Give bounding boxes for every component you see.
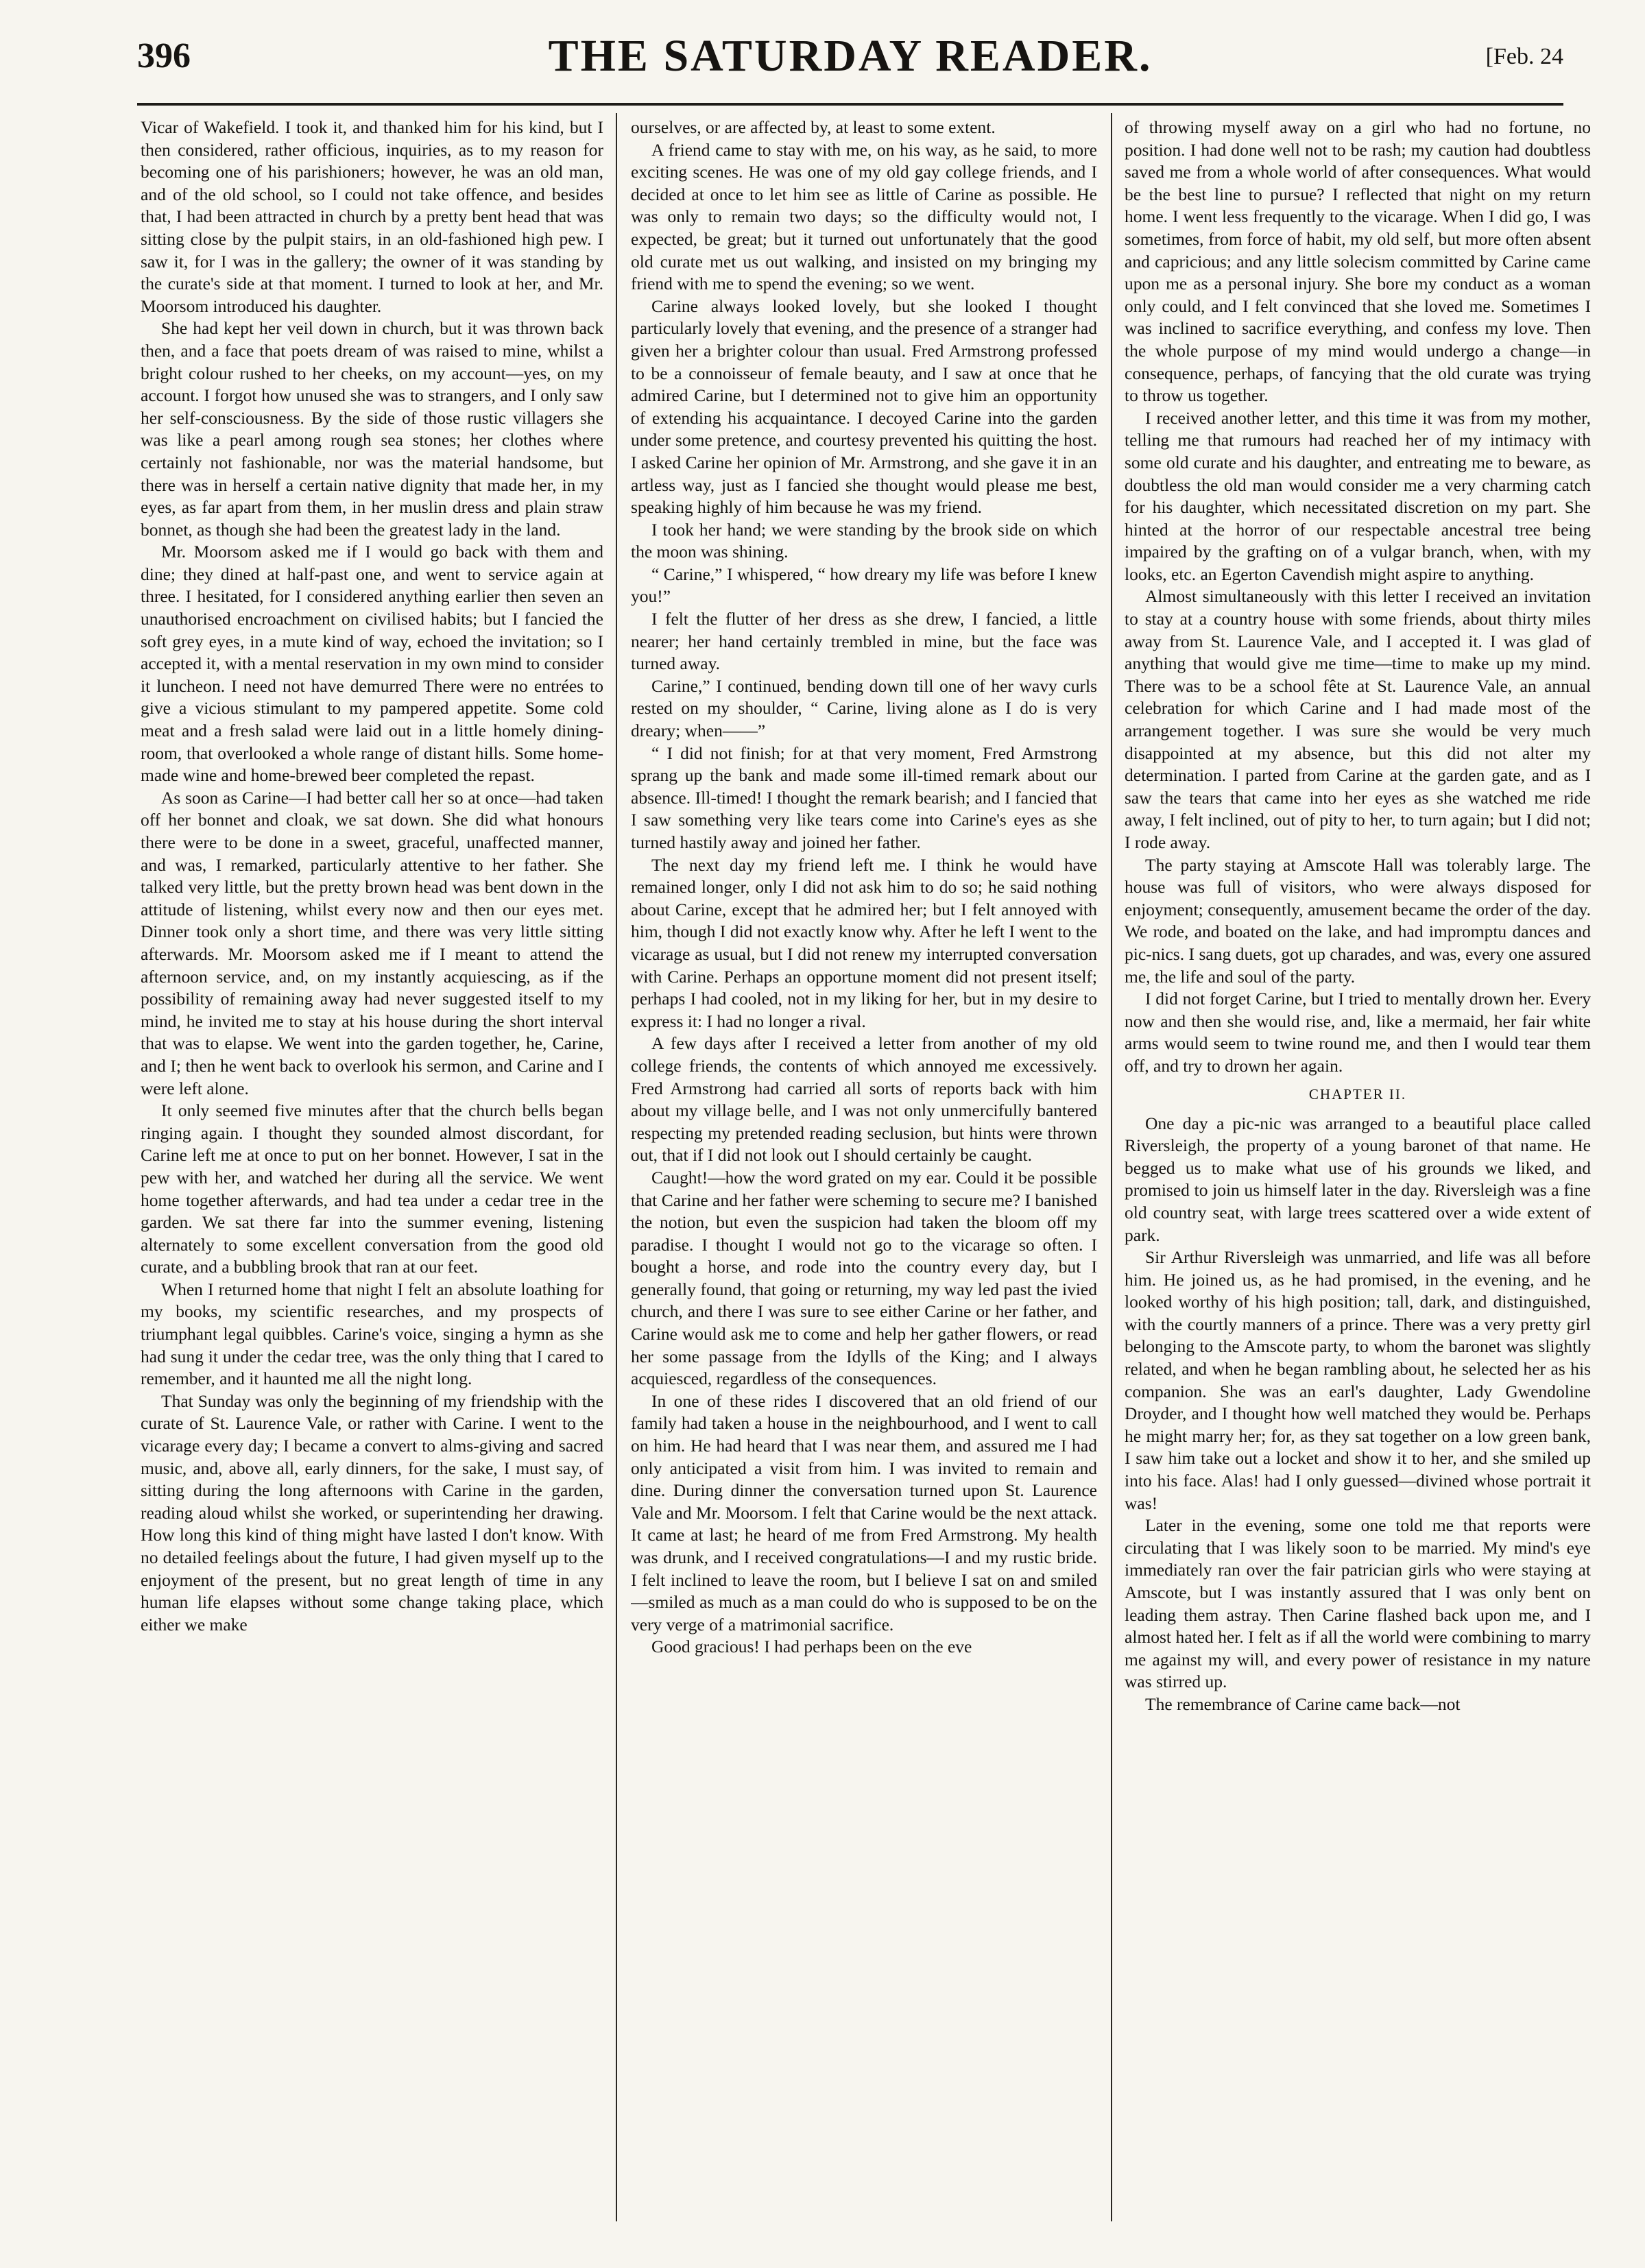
paragraph: A friend came to stay with me, on his way, as he said, to more exciting scenes. He was one of my old gay college friends, and I decided at once to let him see as little of Carine as possible. He was only to remain two days; so the difficulty would not, I expected, be great; but it turned out unfortunately that the good old curate met us out walking, and insisted on my bringing my friend with me to spend the evening; so we went. (631, 139, 1097, 294)
paragraph: Vicar of Wakefield. I took it, and thanked him for his kind, but I then considered, rather officious, inquiries, as to my reason for becoming one of his parishioners; however, he was an old man, and of the old school, so I could not take offence, and besides that, I had been attracted in church by a pretty bent head that was sitting close by the pulpit stairs, in an old-fashioned high pew. I saw it, for I was in the gallery; the owner of it was standing by the curate's side at that moment. I turned to look at her, and Mr. Moorsom introduced his daughter. (141, 117, 603, 316)
paragraph: A few days after I received a letter from another of my old college friends, the contents of which annoyed me excessively. Fred Armstrong had carried all sorts of reports back with him about my village belle, and I was not only unmercifully bantered respecting my pretended reading seclusion, but hints were thrown out, that if I did not look out I should certainly be caught. (631, 1033, 1097, 1166)
paragraph: Caught!—how the word grated on my ear. Could it be possible that Carine and her father were scheming to secure me? I banished the notion, but even the suspicion had taken the bloom off my paradise. I thought I would not go to the vicarage so often. I bought a horse, and rode into the country every day, but I generally found, that going or returning, my way led past the ivied church, and there I was sure to see either Carine or her father, and Carine would ask me to come and help her gather flowers, or read her some passage from the Idylls of the King; and I always acquiesced, regardless of the consequences. (631, 1167, 1097, 1389)
paragraph: In one of these rides I discovered that an old friend of our family had taken a house in the neighbourhood, and I went to call on him. He had heard that I was near them, and assured me I had only anticipated a visit from him. I was invited to remain and dine. During dinner the conversation turned upon St. Laurence Vale and Mr. Moorsom. I felt that Carine would be the next attack. It came at last; he heard of me from Fred Armstrong. My health was drunk, and I received congratulations—I and my rustic bride. I felt inclined to leave the room, but I believe I sat on and smiled—smiled as much as a man could do who is supposed to be on the very verge of a matrimonial sacrifice. (631, 1390, 1097, 1634)
column-2 (631, 117, 1097, 2208)
paragraph: I took her hand; we were standing by the brook side on which the moon was shining. (631, 519, 1097, 562)
paragraph: “ Carine,” I whispered, “ how dreary my life was before I knew you!” (631, 564, 1097, 607)
issue-date: [Feb. 24 (1485, 44, 1563, 69)
paragraph: She had kept her veil down in church, but it was thrown back then, and a face that poets dream of was raised to mine, whilst a bright colour rushed to her cheeks, on my account—yes, on my account. I forgot how unused she was to strangers, and I only saw her self-consciousness. By the side of those rustic villagers she was like a pearl among rough sea stones; her clothes where certainly not fashionable, nor was the material handsome, but there was in herself a certain native dignity that made her, in my eyes, as far apart from them, in her muslin dress and plain straw bonnet, as though she had been the greatest lady in the land. (141, 318, 603, 540)
paragraph: of throwing myself away on a girl who had no fortune, no position. I had done well not to be rash; my caution had doubtless saved me from a whole world of after consequences. What would be the best line to pursue? I reflected that night on my return home. I went less frequently to the vicarage. When I did go, I was sometimes, from force of habit, my old self, but more often absent and capricious; and any little solecism committed by Carine came upon me as a personal injury. She bore my conduct as a woman only could, and I felt convinced that she loved me. Sometimes I was inclined to sacrifice everything, and confess my love. Then the whole purpose of my mind would undergo a change—in consequence, perhaps, of fancying that the old curate was trying to throw us together. (1125, 117, 1591, 406)
paragraph: The remembrance of Carine came back—not (1145, 1693, 1461, 1714)
paragraph: I did not forget Carine, but I tried to mentally drown her. Every now and then she would rise, and, like a mermaid, her fair white arms would seem to twine round me, and then I would tear them off, and try to drown her again. (1125, 989, 1591, 1076)
paragraph: It only seemed five minutes after that the church bells began ringing again. I thought they sounded almost discordant, for Carine left me at once to put on her bonnet. However, I sat in the pew with her, and watched her during all the service. We went home together afterwards, and had tea under a cedar tree in the garden. We sat there far into the summer evening, listening alternately to some excellent conversation from the good old curate, and a bubbling brook that ran at our feet. (141, 1100, 603, 1277)
column-3 (1125, 117, 1591, 2208)
paragraph: Good gracious! I had perhaps been on the eve (651, 1637, 972, 1657)
chapter-heading: CHAPTER II. (1308, 1085, 1407, 1102)
paragraph: The next day my friend left me. I think he would have remained longer, only I did not ask him to do so; he said nothing about Carine, except that he admired her; but I felt annoyed with him, though I did not exactly know why. After he left I went to the vicarage as usual, but I did not renew my interrupted conversation with Carine. Perhaps an opportune moment did not present itself; perhaps I had cooled, not in my liking for her, but in my desire to express it: I had no longer a rival. (631, 854, 1097, 1031)
page-header (137, 27, 1563, 110)
column-1 (141, 117, 603, 2208)
paragraph: I felt the flutter of her dress as she drew, I fancied, a little nearer; her hand certainly trembled in mine, but the face was turned away. (631, 609, 1097, 674)
column-divider (1111, 113, 1112, 2221)
paragraph: As soon as Carine—I had better call her so at once—had taken off her bonnet and cloak, we sat down. She did what honours there were to be done in a sweet, graceful, unaffected manner, and was, I remarked, particularly attentive to her father. She talked very little, but the pretty brown head was bent down in the attitude of listening, whilst every now and then our eyes met. Dinner took only a short time, and there was very little sitting afterwards. Mr. Moorsom asked me if I meant to attend the afternoon service, and, on my instantly acquiescing, as if the possibility of remaining away had never suggested itself to my mind, he invited me to stay at his house during the short interval that was to elapse. We went into the garden together, he, Carine, and I; then he went back to overlook his sermon, and Carine and I were left alone. (141, 787, 603, 1098)
paragraph: “ I did not finish; for at that very moment, Fred Armstrong sprang up the bank and made some ill-timed remark about our absence. Ill-timed! I thought the remark bearish; and I fancied that I saw something very like tears come into Carine's eyes as she turned hastily away and joined her father. (631, 743, 1097, 852)
header-rule (137, 103, 1563, 106)
publication-title: THE SATURDAY READER. (548, 31, 1153, 81)
page-number: 396 (137, 36, 191, 75)
paragraph: Carine always looked lovely, but she looked I thought particularly lovely that evening, and the presence of a stranger had given her a brighter colour than usual. Fred Armstrong professed to be a connoisseur of female beauty, and I saw at once that he admired Carine, but I determined not to give him an opportunity of extending his acquaintance. I decoyed Carine into the garden under some pretence, and courtesy prevented his quitting the host. I asked Carine her opinion of Mr. Armstrong, and she gave it in an artless way, just as I fancied she thought would please me best, speaking highly of him because he was my friend. (631, 295, 1097, 518)
paragraph: Sir Arthur Riversleigh was unmarried, and life was all before him. He joined us, as he had promised, in the evening, and he looked worthy of his high position; tall, dark, and distinguished, with the courtly manners of a prince. There was a very pretty girl belonging to the Amscote party, to whom the baronet was slightly related, and when he began rambling about, he selected her as his companion. She was an earl's daughter, Lady Gwendoline Droyder, and I thought how well matched they would be. Perhaps he might marry her; for, as they sat together on a low green bank, I saw him take out a locket and show it to her, and she smiled up into his face. Alas! had I only guessed—divined whose portrait it was! (1125, 1247, 1591, 1513)
paragraph: Later in the evening, some one told me that reports were circulating that I was likely soon to be married. My mind's eye immediately ran over the fair patrician girls who were staying at Amscote, but I was instantly assured that I was only bent on leading them astray. Then Carine flashed back upon me, and I almost hated her. I felt as if all the world were combining to marry me against my will, and every power of resistance in my nature was stirred up. (1125, 1515, 1591, 1692)
paragraph: Carine,” I continued, bending down till one of her wavy curls rested on my shoulder, “ Carine, living alone as I do is very dreary; when——” (631, 675, 1097, 741)
paragraph: I received another letter, and this time it was from my mother, telling me that rumours had reached her of my intimacy with some old curate and his daughter, and entreating me to beware, as doubtless the old man would consider me a very charming catch for his daughter, which necessitated discretion on my part. She hinted at the horror of our respectable ancestral tree being impaired by the grafting on of a vulgar branch, when, with my looks, etc. an Egerton Cavendish might aspire to anything. (1125, 407, 1591, 584)
paragraph: Almost simultaneously with this letter I received an invitation to stay at a country house with some friends, about thirty miles away from St. Laurence Vale, and I accepted it. I was glad of anything that would give me time—time to make up my mind. There was to be a school fête at St. Laurence Vale, an annual celebration for which Carine and I had made most of the arrangement together. I was sure she would be very much disappointed at my absence, but this did not alter my determination. I parted from Carine at the garden gate, and as I saw the tears that came into her eyes as she watched me ride away, I felt inclined, out of pity to her, to turn again; but I did not; I rode away. (1125, 586, 1591, 852)
column-divider (616, 113, 617, 2221)
paragraph: ourselves, or are affected by, at least to some extent. (631, 117, 996, 137)
paragraph: The party staying at Amscote Hall was tolerably large. The house was full of visitors, who were always disposed for enjoyment; consequently, amusement became the order of the day. We rode, and boated on the lake, and had impromptu dances and pic-nics. I sang duets, got up charades, and was, every one assured me, the life and soul of the party. (1125, 854, 1591, 987)
paragraph: That Sunday was only the beginning of my friendship with the curate of St. Laurence Vale, or rather with Carine. I went to the vicarage every day; I became a convert to alms-giving and sacred music, and, above all, early dinners, for the sake, I must say, of sitting during the long afternoons with Carine in the garden, reading aloud whilst she worked, or superintending her drawing. How long this kind of thing might have lasted I don't know. With no detailed feelings about the future, I had given myself up to the enjoyment of the present, but no great length of time in any human life elapses without some change taking place, which either we make (141, 1390, 603, 1634)
paragraph: One day a pic-nic was arranged to a beautiful place called Riversleigh, the property of a young baronet of that name. He begged us to make what use of his grounds we liked, and promised to join us himself later in the day. Riversleigh was a fine old country seat, with large trees scattered over a wide extent of park. (1125, 1113, 1591, 1245)
paragraph: When I returned home that night I felt an absolute loathing for my books, my scientific researches, and my prospects of triumphant legal quibbles. Carine's voice, singing a hymn as she had sung it under the cedar tree, was the only thing that I cared to remember, and it haunted me all the night long. (141, 1279, 603, 1389)
paragraph: Mr. Moorsom asked me if I would go back with them and dine; they dined at half-past one, and went to service again at three. I hesitated, for I considered anything earlier then seven an unauthorised encroachment on civilised habits; but I fancied the soft grey eyes, in a mute kind of way, echoed the invitation; so I accepted it, with a mental reservation in my own mind to consider it luncheon. I need not have demurred There were no entrées to give a vicious stimulant to my pampered appetite. Some cold meat and a fresh salad were laid out in a little homely dining-room, that overlooked a whole range of distant hills. Some home-made wine and home-brewed beer completed the repast. (141, 542, 603, 786)
